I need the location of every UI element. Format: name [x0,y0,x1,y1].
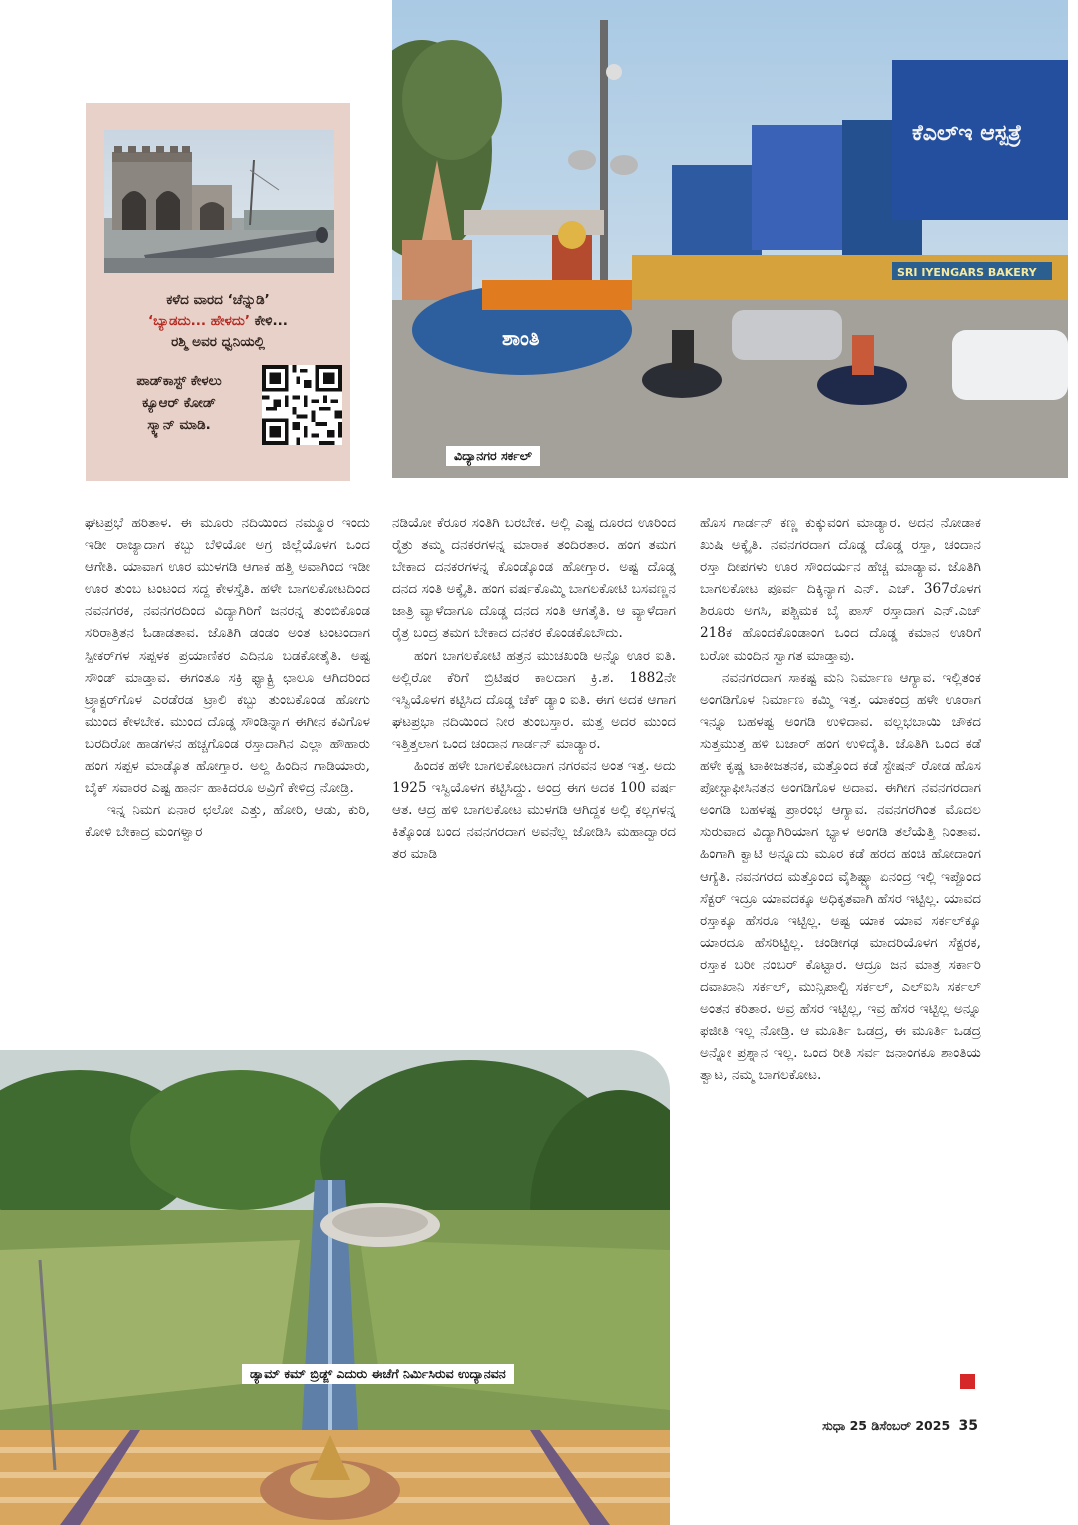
podcast-line2: ಕ್ಯೂಆರ್ ಕೋಡ್ [142,395,216,411]
photo-vidyanagar-circle [392,0,1068,478]
billboard-text: ಕೆಎಲ್‌ಇ ಆಸ್ಪತ್ರೆ [912,121,1022,146]
photo-bottom-caption: ಡ್ಯಾಮ್ ಕಮ್ ಬ್ರಿಡ್ಜ್ ಎದುರು ಈಚೆಗೆ ನಿರ್ಮಿಸಿರುವ ಉದ್ಯಾನವನ [242,1364,514,1384]
inset-caption-line2-rest: ಕೇಳಿ... [249,313,288,329]
col1-paragraph-1: ಘಟಪ್ರಭೆ ಹರಿತಾಳ. ಈ ಮೂರು ನದಿಯಿಂದ ನಮ್ಮೂರ ಇಂದು ಇಡೀ ರಾಜ್ಯಾದಾಗ ಕಬ್ಬು ಬೆಳಿಯೋ ಅಗ್ರ ಜಿಲ್ಲೆಯೊಳಗ ಒಂದ ಆಗೇತಿ. ಯಾವಾಗ ಊರ ಮುಳಗಡಿ ಆಗಾಕ ಹತ್ತಿ ಅವಾಗಿಂದ ಇಡೀ ಊರ ತುಂಬ ಟಂಟಂದ ಸದ್ದ ಕೇಳಸ್ತೈತಿ. ಹಳೇ ಬಾಗಲಕೋಟದಿಂದ ನವನಗರಕ, ನವನಗರದಿಂದ ವಿದ್ಯಾಗಿರಿಗೆ ಜನರನ್ನ ತುಂಬಿಕೊಂಡ ಸರಿರಾತ್ರಿತನ ಓಡಾಡತಾವ. ಜೊತಿಗಿ ಡಂಡಂ ಅಂತ ಟಂಟಂದಾಗ ಸ್ಪೀಕರ್‌ಗಳ ಸಪ್ಪಳಕ ಪ್ರಯಾಣಿಕರ ಎದಿನೂ ಬಡಕೋತೈತಿ. ಅಷ್ಟ ಸೌಂಡ್ ಮಾಡ್ತಾವ. ಈಗಂತೂ ಸಕ್ರಿ ಫ್ಯಾಕ್ಟ್ರಿ ಛಾಲೂ ಆಗಿದರಿಂದ ಟ್ರ್ಯಾಕ್ಟರ್‌ಗೊಳ ಎರಡೆರಡ ಟ್ರಾಲಿ ಕಬ್ಬು ತುಂಬಕೊಂಡ ಹೋಗು ಮುಂದ ಕೇಳಬೇಕ. ಮುಂದ ದೊಡ್ಡ ಸೌಂಡಿನ್ನಾಗ ಈಗೀನ ಕವಿಗೊಳ ಬರದಿರೋ ಹಾಡಗಳನ ಹಚ್ಚಗೊಂಡ ರಸ್ತಾದಾಗಿನ ಎಲ್ಲಾ ಹೌಹಾರು ಹಂಗ ಸಪ್ಪಳ ಮಾಡ್ಕೊತ ಹೋಗ್ತಾರ. ಅಲ್ದ ಹಿಂದಿನ ಗಾಡಿಯಾರು, ಬೈಕ್ ಸವಾರರ ಎಷ್ಟ ಹಾರ್ನ ಹಾಕಿದರೂ ಅವ್ರಿಗೆ ಕೇಳಿದ್ರ ನೋಡ್ರಿ. [85,515,370,797]
col1-paragraph-2: ಇನ್ನ ನಿಮಗ ಏನಾರ ಛಲೋ ಎತ್ತು, ಹೋರಿ, ಆಡು, ಕುರಿ, ಕೋಳಿ ಬೇಕಾದ್ರ ಮಂಗಳ್ವಾರ [85,802,370,841]
col2-paragraph-2: ಹಂಗ ಬಾಗಲಕೋಟಿ ಹತ್ರನ ಮುಚಖಂಡಿ ಅನ್ನೊ ಊರ ಐತಿ. ಅಲ್ಲಿರೋ ಕೆರಿಗೆ ಬ್ರಿಟಿಷರ ಕಾಲದಾಗ ಕ್ರಿ.ಶ. 1882ನೇ ಇಸ್ವಿಯೊಳಗ ಕಟ್ಟಿಸಿದ ದೊಡ್ಡ ಚೆಕ್ ಡ್ಯಾಂ ಐತಿ. ಈಗ ಅದಕ ಆಗಾಗ ಘಟಪ್ರಭಾ ನದಿಯಿಂದ ನೀರ ತುಂಬಸ್ತಾರ. ಮತ್ತ ಅದರ ಮುಂದ ಇತ್ತಿತ್ತಲಾಗ ಒಂದ ಚಂದಾನ ಗಾರ್ಡನ್ ಮಾಡ್ಯಾರ. [392,647,676,752]
episode-title: ‘ಬ್ಯಾಡದು... ಹೇಳದು’ [148,313,250,329]
inset-caption [90,290,346,353]
page-footer [800,1418,978,1434]
article-column-2 [392,512,676,866]
issue-date: 25 ಡಿಸೆಂಬರ್ 2025 [849,1418,951,1433]
article-column-3 [700,512,981,1086]
inset-fort-photo [104,130,334,273]
magazine-name: ಸುಧಾ [822,1418,846,1433]
article-column-1 [85,512,370,843]
inset-caption-line3: ರಶ್ಮಿ ಅವರ ಧ್ವನಿಯಲ್ಲಿ [171,334,265,350]
inset-caption-line2 [90,311,346,332]
bakery-sign: SRI IYENGARS BAKERY [897,266,1037,279]
col2-paragraph-1: ನಡಿಯೋ ಕೆರೂರ ಸಂತಿಗಿ ಬರಬೇಕ. ಅಲ್ಲಿ ಎಷ್ಟ ದೂರದ ಊರಿಂದ ರೈತ್ರು ತಮ್ಮ ದನಕರಗಳನ್ನ ಮಾರಾಕ ತಂದಿರತಾರ. ಹಂಗ ತಮಗ ಬೇಕಾದ ದನಕರಗಳನ್ನ ಕೊಂಡ್ಕೊಂಡ ಹೋಗ್ತಾರ. ಅಷ್ಟ ದೊಡ್ಡ ದನದ ಸಂತಿ ಅಕ್ಕೈತಿ. ಹಂಗ ವರ್ಷಕೊಮ್ಮಿ ಬಾಗಲಕೋಟಿ ಬಸವಣ್ಣನ ಜಾತ್ರಿ ವ್ಯಾಳೆದಾಗೂ ದೊಡ್ಡ ದನದ ಸಂತಿ ಆಗತೈತಿ. ಆ ವ್ಯಾಳೆದಾಗ ರೈತ್ರ ಬಂದ್ರ ತಮಗ ಬೇಕಾದ ದನಕರ ಕೊಂಡಕೊಬೌದು. [392,515,676,642]
podcast-line1: ಪಾಡ್‌ಕಾಸ್ಟ್ ಕೇಳಲು [136,373,222,389]
page-number: 35 [958,1418,978,1434]
podcast-line3: ಸ್ಕ್ಯಾನ್ ಮಾಡಿ. [147,417,211,433]
article-end-mark [960,1374,975,1389]
col3-paragraph-2: ನವನಗರದಾಗ ಸಾಕಷ್ಟ ಮನಿ ನಿರ್ಮಾಣ ಆಗ್ಯಾವ. ಇಲ್ಲಿತಂಕ ಅಂಗಡಿಗೊಳ ನಿರ್ಮಾಣ ಕಮ್ಮಿ ಇತ್ತ. ಯಾಕಂದ್ರ ಹಳೇ ಊರಾಗ ಇನ್ನೂ ಬಹಳಷ್ಟ ಅಂಗಡಿ ಉಳಿದಾವ. ವಲ್ಲಭಬಾಯಿ ಚೌಕದ ಸುತ್ತಮುತ್ತ ಹಳಿ ಬಜಾರ್ ಹಂಗ ಉಳಿದೈತಿ. ಜೊತಿಗಿ ಒಂದ ಕಡೆ ಹಳೇ ಕೃಷ್ಣ ಟಾಕೀಜತನಕ, ಮತ್ತೊಂದ ಕಡೆ ಸ್ಟೇಷನ್ ರೋಡ ಹೊಸ ಪೋಸ್ಟಾಫೀಸಿನತನ ಅಂಗಡಿಗೊಳ ಅದಾವ. ಈಗೀಗ ನವನಗರದಾಗ ಅಂಗಡಿ ಬಹಳಷ್ಟ ಪ್ರಾರಂಭ ಆಗ್ಯಾವ. ನವನಗರಗಿಂತ ಮೊದಲ ಸುರುವಾದ ವಿದ್ಯಾಗಿರಿಯಾಗ ಭ್ಯಾಳ ಅಂಗಡಿ ತಲೆಯೆತ್ತಿ ನಿಂತಾವ. ಹಿಂಗಾಗಿ ಕ್ವಾಟಿ ಅನ್ನೂದು ಮೂರ ಕಡೆ ಹರದ ಹಂಚಿ ಹೋದಾಂಗ ಆಗ್ಯೆತಿ. ನವನಗರದ ಮತ್ತೊಂದ ವೈಶಿಷ್ಟ್ಯಾ ಏನಂದ್ರ ಇಲ್ಲಿ ಇಪ್ಪೊಂದ ಸೆಕ್ಟರ್ ಇದ್ರೂ ಯಾವದಕ್ಕೂ ಅಧಿಕೃತವಾಗಿ ಹೆಸರ ಇಟ್ಟಿಲ್ಲ. ಯಾವದ ರಸ್ತಾಕ್ಕೂ ಹೆಸರೂ ಇಟ್ಟಿಲ್ಲ. ಅಷ್ಟ ಯಾಕ ಯಾವ ಸರ್ಕಲ್‌ಕ್ಕೂ ಯಾರದೂ ಹೆಸರಿಟ್ಟಿಲ್ಲ. ಚಂಡೀಗಢ ಮಾದರಿಯೊಳಗ ಸೆಕ್ಟರಕ, ರಸ್ತಾಕ ಬರೀ ನಂಬರ್ ಕೊಟ್ಟಾರ. ಆದ್ರೂ ಜನ ಮಾತ್ರ ಸರ್ಕಾರಿ ದವಾಖಾನಿ ಸರ್ಕಲ್, ಮುನ್ಸಿಪಾಲ್ಟಿ ಸರ್ಕಲ್, ಎಲ್ಐಸಿ ಸರ್ಕಲ್ ಅಂತನ ಕರಿತಾರ. ಅವ್ರ ಹೆಸರ ಇಟ್ಟಿಲ್ಲ, ಇವ್ರ ಹೆಸರ ಇಟ್ಟಿಲ್ಲ ಅನ್ನೂ ಫಜೀತಿ ಇಲ್ಲ ನೋಡ್ರಿ. ಆ ಮೂರ್ತಿ ಒಡದ್ರ, ಈ ಮೂರ್ತಿ ಒಡದ್ರ ಅನ್ನೋ ಪ್ರಶ್ನಾನ ಇಲ್ಲ. ಒಂದ ರೀತಿ ಸರ್ವ ಜನಾಂಗಕೂ ಶಾಂತಿಯ ತ್ವಾಟ, ನಮ್ಮ ಬಾಗಲಕೋಟ. [700,669,981,1084]
col2-paragraph-3: ಹಿಂದಕ ಹಳೇ ಬಾಗಲಕೋಟದಾಗ ನಗರವನ ಅಂತ ಇತ್ತ. ಅದು 1925 ಇಸ್ವಿಯೊಳಗ ಕಟ್ಟಿಸಿದ್ದು. ಅಂದ್ರ ಈಗ ಅದಕ 100 ವರ್ಷ ಆತ. ಆದ್ರ ಹಳಿ ಬಾಗಲಕೋಟ ಮುಳಗಡಿ ಆಗಿದ್ದಕ ಅಲ್ಲಿ ಕಲ್ಲಗಳನ್ನ ಕಿತ್ಕೊಂಡ ಬಂದ ನವನಗರದಾಗ ಅವನೆಲ್ಲ ಜೋಡಿಸಿ ಮಹಾದ್ವಾರದ ತರ ಮಾಡಿ [392,758,676,863]
photo-dam-garden [0,1050,670,1525]
col3-paragraph-1: ಹೊಸ ಗಾರ್ಡನ್ ಕಣ್ಣ ಕುಕ್ಕುವಂಗ ಮಾಡ್ಯಾರ. ಅದನ ನೋಡಾಕ ಖುಷಿ ಅಕ್ಕೈತಿ. ನವನಗರದಾಗ ದೊಡ್ಡ ದೊಡ್ಡ ರಸ್ತಾ, ಚಂದಾನ ರಸ್ತಾ ದೀಪಗಳು ಊರ ಸೌಂದರ್ಯನ ಹೆಚ್ಚ ಮಾಡ್ಯಾವ. ಜೊತಿಗಿ ಬಾಗಲಕೋಟ ಪೂರ್ವ ದಿಕ್ಕಿನ್ಯಾಗ ಎನ್. ಎಚ್. 367ರೊಳಗ ಶಿರೂರು ಅಗಸಿ, ಪಶ್ಚಿಮಕ ಬೈ ಪಾಸ್ ರಸ್ತಾದಾಗ ಎನ್.ಎಚ್ 218ಕ ಹೊಂದಕೊಂಡಾಂಗ ಒಂದ ದೊಡ್ಡ ಕಮಾನ ಊರಿಗೆ ಬರೋ ಮಂದಿನ ಸ್ವಾಗತ ಮಾಡ್ತಾವು. [700,515,981,664]
circle-monument-text: ಶಾಂತಿ [502,326,540,350]
podcast-instructions [108,370,250,436]
inset-caption-line1: ಕಳೆದ ವಾರದ ‘ಚೆನ್ನುಡಿ’ [166,292,270,308]
qr-code[interactable] [262,365,342,445]
photo-top-caption: ವಿದ್ಯಾನಗರ ಸರ್ಕಲ್ [446,446,540,466]
